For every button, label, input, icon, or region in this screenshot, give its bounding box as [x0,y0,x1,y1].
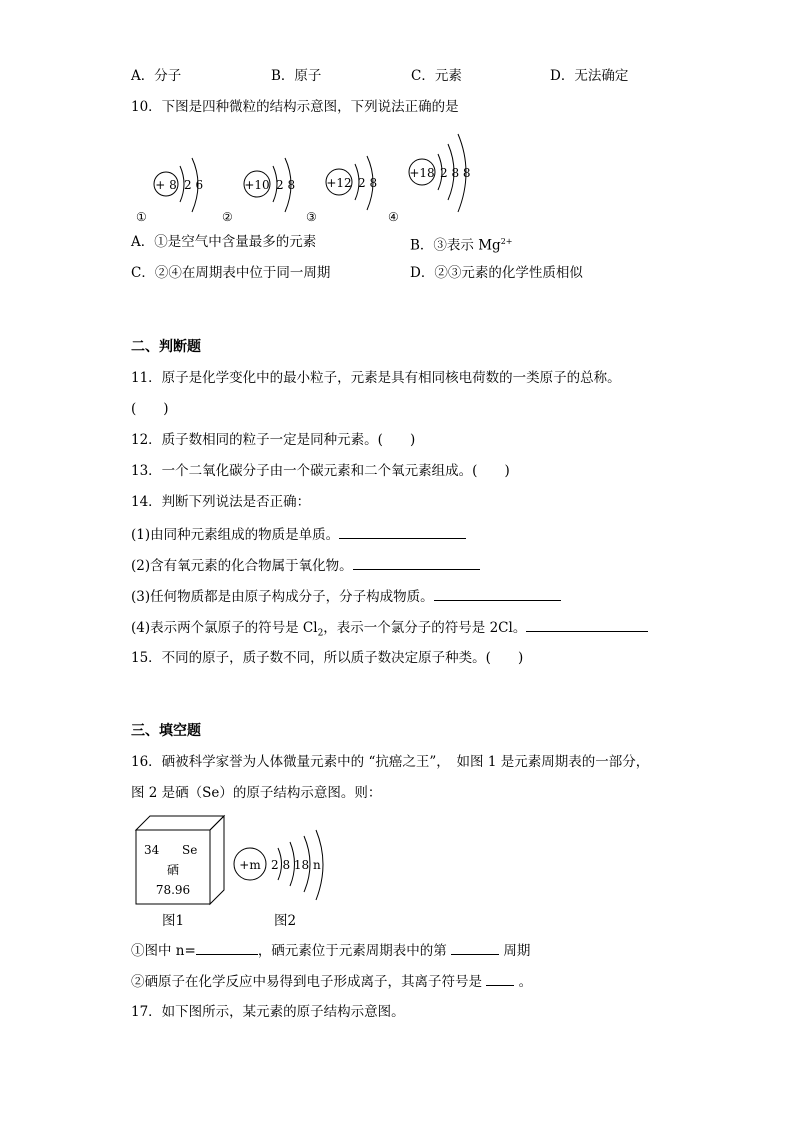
answer-blank[interactable] [451,940,499,955]
answer-blank[interactable] [486,971,514,986]
atom-3 [306,156,377,224]
atom-4-label: ④ [388,210,399,224]
q17: 17．如下图所示，某元素的原子结构示意图。 [131,1004,405,1020]
q16-line2: 图 2 是硒（Se）的原子结构示意图。则： [131,785,382,801]
atom-4-nucleus: +18 [409,166,435,180]
atom-3-nucleus: +12 [326,176,352,190]
q10-option-a: A．①是空气中含量最多的元素 [131,234,317,250]
q10-stem: 10．下图是四种微粒的结构示意图，下列说法正确的是 [131,99,459,115]
element-name: 硒 [166,863,180,877]
q10-option-c: C．②④在周期表中位于同一周期 [131,265,331,281]
atom-3-electrons: 2 8 [358,176,378,190]
atom-1 [136,158,203,224]
atom-2 [222,158,295,224]
atom-diagrams [130,122,490,226]
atomic-mass: 78.96 [155,883,191,897]
option-b: B．原子 [271,68,322,84]
q11: 11．原子是化学变化中的最小粒子，元素是具有相同核电荷数的一类原子的总称。 [131,370,621,386]
atom-2-nucleus: +10 [244,178,270,192]
q10-option-d: D．②③元素的化学性质相似 [410,265,583,281]
q16-part1: ①图中 n= ，硒元素位于元素周期表中的第 周期 [131,940,530,961]
answer-blank[interactable] [353,555,480,570]
figure-1-caption: 图1 [162,913,185,929]
atom-1-nucleus: + 8 [155,178,177,192]
section-2-title: 二、判断题 [131,339,201,355]
element-symbol: Se [182,843,198,857]
q16-part2: ②硒原子在化学反应中易得到电子形成离子，其离子符号是 。 [131,971,532,992]
atom-1-label: ① [136,210,147,224]
answer-blank[interactable] [339,524,466,539]
option-d: D．无法确定 [550,68,629,84]
se-atom-figure [230,826,330,904]
atom-3-label: ③ [306,210,317,224]
option-c: C．元素 [411,68,462,84]
section-3-title: 三、填空题 [131,723,201,739]
atomic-number: 34 [144,843,160,857]
atom-1-electrons: 2 6 [184,178,204,192]
q14-1: (1)由同种元素组成的物质是单质。 [131,524,466,545]
answer-blank[interactable] [526,617,648,632]
q13: 13．一个二氧化碳分子由一个碳元素和二个氧元素组成。( ) [131,463,510,479]
se-nucleus: +m [239,858,261,872]
q14: 14．判断下列说法是否正确： [131,494,311,510]
se-electrons: 2 8 18 n [271,858,321,872]
q10-option-b: B．③表示 $Mg^{2+}$ [410,237,513,254]
figure-2-caption: 图2 [274,913,297,929]
q16-line1: 16．硒被科学家誉为人体微量元素中的 “抗癌之王”， 如图 1 是元素周期表的一部分， [131,754,650,770]
q14-3: (3)任何物质都是由原子构成分子，分子构成物质。 [131,586,561,607]
q14-2: (2)含有氧元素的化合物属于氧化物。 [131,555,480,576]
q11-paren: ( ) [131,401,169,417]
answer-blank[interactable] [196,940,258,955]
q12: 12．质子数相同的粒子一定是同种元素。( ) [131,432,416,448]
atom-4-electrons: 2 8 8 [440,166,471,180]
option-a: A．分子 [131,68,182,84]
q14-4: (4)表示两个氯原子的符号是 $Cl_2$，表示一个氯分子的符号是 2Cl。 [131,617,648,644]
q15: 15．不同的原子，质子数不同，所以质子数决定原子种类。( ) [131,650,524,666]
atom-2-electrons: 2 8 [276,178,296,192]
atom-4 [388,134,471,224]
atom-2-label: ② [222,210,233,224]
answer-blank[interactable] [434,586,561,601]
periodic-cell-figure [130,812,230,908]
